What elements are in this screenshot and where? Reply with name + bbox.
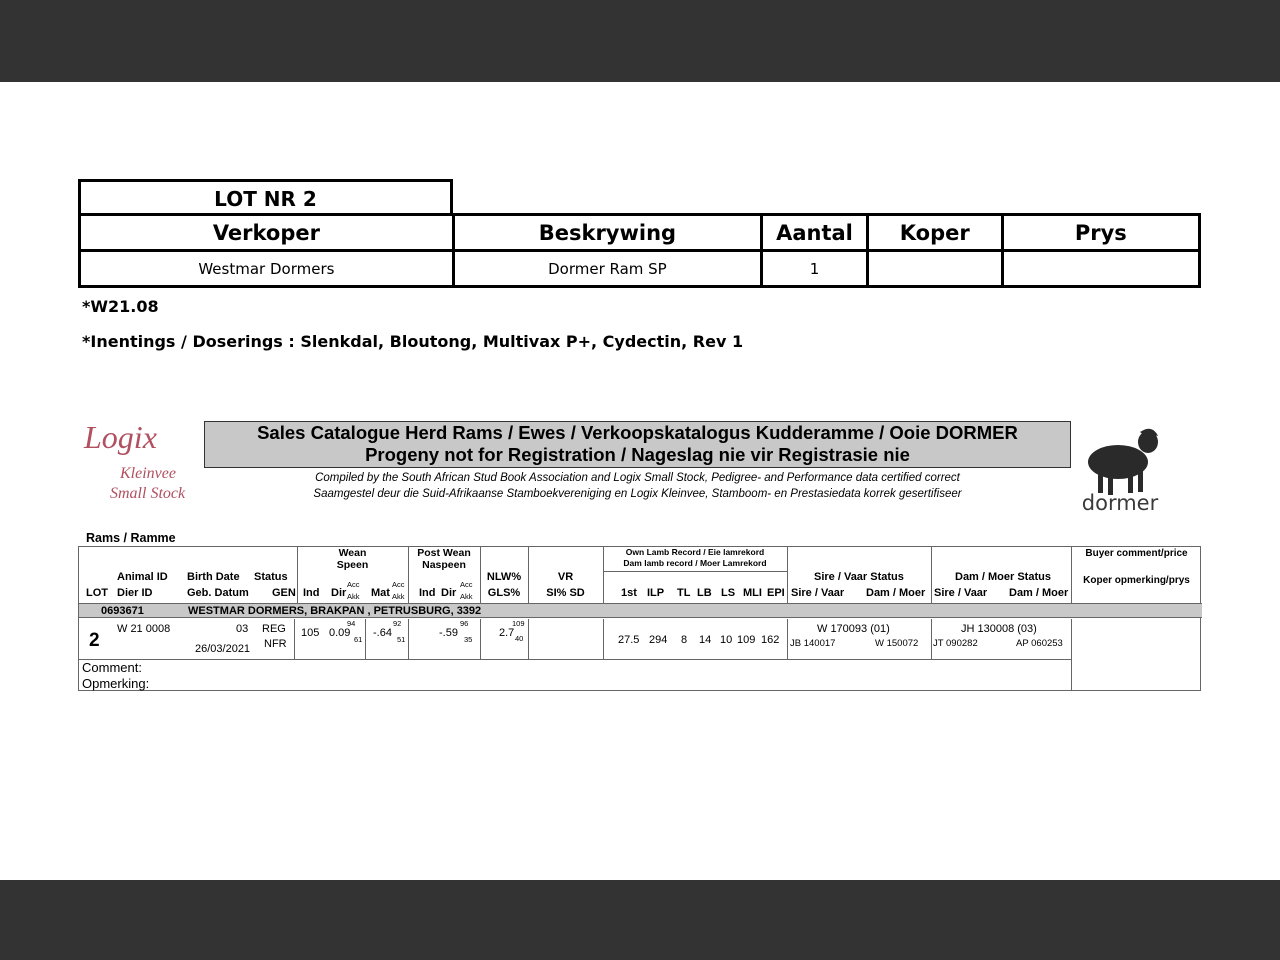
grid-divider <box>480 619 481 659</box>
logo-text-kleinvee: Kleinvee <box>120 465 176 482</box>
grid-divider <box>931 619 932 659</box>
header-buyer-comment: Buyer comment/price <box>1085 548 1188 559</box>
record-lamb-ilp: 294 <box>649 634 668 646</box>
cell-beskrywing: Dormer Ram SP <box>453 251 761 287</box>
header-nlw: NLW% <box>486 571 522 583</box>
header-wean: Wean Speen <box>336 547 369 571</box>
record-lamb-lb: 14 <box>699 634 712 646</box>
cell-koper <box>867 251 1002 287</box>
record-status-nfr: NFR <box>264 638 287 650</box>
grid-divider <box>1071 619 1072 691</box>
record-sire-dam: W 150072 <box>875 638 919 649</box>
record-pw-dir: -.59 <box>439 627 458 639</box>
record-gen: 03 <box>236 623 249 635</box>
header-pw-ind: Ind <box>419 587 436 599</box>
record-wean-mat: -.64 <box>373 627 392 639</box>
header-animal-id: Animal ID <box>117 571 168 583</box>
cell-prys <box>1002 251 1199 287</box>
grid-divider <box>787 547 788 603</box>
record-wean-mat-akk: 51 <box>397 635 406 644</box>
header-geb-datum: Geb. Datum <box>187 587 249 599</box>
header-wean-dir-acc: Acc <box>347 580 360 589</box>
catalogue-title-box <box>204 421 1071 468</box>
header-wean-mat: Mat <box>371 587 390 599</box>
header-dam-sire-vaar: Sire / Vaar <box>934 587 988 599</box>
record-animal-id: W 21 0008 <box>117 623 171 635</box>
header-own-lamb-record: Own Lamb Record / Eie lamrekord Dam lamb record / Moer Lamrekord <box>623 547 767 568</box>
ram-icon <box>1088 429 1158 495</box>
grid-divider <box>365 619 366 659</box>
header-wean-dir-akk: Akk <box>347 592 360 601</box>
record-sire: W 170093 (01) <box>817 623 890 635</box>
logix-logo <box>80 410 190 510</box>
header-birth-date: Birth Date <box>187 571 240 583</box>
comment-label: Comment: <box>82 660 142 675</box>
header-verkoper: Verkoper <box>80 215 454 251</box>
record-dam: JH 130008 (03) <box>961 623 1037 635</box>
record-wean-dir-acc: 94 <box>347 619 356 628</box>
header-wean-mat-acc: Acc <box>392 580 405 589</box>
header-sire-status: Sire / Vaar Status <box>814 571 904 583</box>
header-dam-moer: Dam / Moer <box>866 587 926 599</box>
header-mli: MLI <box>743 587 762 599</box>
grid-divider <box>603 619 604 659</box>
grid-divider <box>603 571 787 572</box>
logo-text-logix: Logix <box>84 419 157 455</box>
header-dier-id: Dier ID <box>117 587 153 599</box>
lot-header-row <box>80 215 1200 251</box>
record-lamb-ls: 10 <box>720 634 733 646</box>
record-birth-date: 26/03/2021 <box>195 643 251 655</box>
compiled-afrikaans: Saamgestel deur die Suid-Afrikaanse Stamboekvereniging en Logix Kleinvee, Stamboom- en Prestasiedata korrek gesertifiseer <box>313 488 962 500</box>
header-pw-dir: Dir <box>441 587 457 599</box>
cell-aantal: 1 <box>762 251 868 287</box>
record-lamb-epi: 162 <box>761 634 780 646</box>
record-lamb-tl: 8 <box>681 634 688 646</box>
dormer-wordmark: dormer <box>1081 491 1159 515</box>
header-sire-vaar: Sire / Vaar <box>791 587 845 599</box>
header-koper-opmerking: Koper opmerking/prys <box>1083 575 1190 586</box>
header-tl: TL <box>677 587 691 599</box>
catalogue-title-line1: Sales Catalogue Herd Rams / Ewes / Verkoopskatalogus Kudderamme / Ooie DORMER <box>257 422 1018 443</box>
record-nlw-acc: 109 <box>512 619 525 628</box>
header-dam-status: Dam / Moer Status <box>955 571 1051 583</box>
header-pw-dir-akk: Akk <box>460 592 473 601</box>
header-1st: 1st <box>621 587 637 599</box>
record-wean-dir-akk: 61 <box>354 635 363 644</box>
record-lot: 2 <box>89 630 100 651</box>
grid-divider <box>294 619 295 659</box>
header-epi: EPI <box>767 587 785 599</box>
header-postwean: Post Wean Naspeen <box>417 547 471 571</box>
section-label-rams: Rams / Ramme <box>86 531 176 545</box>
header-koper: Koper <box>867 215 1002 251</box>
header-gls: GLS% <box>487 587 521 599</box>
grid-divider <box>79 659 1071 660</box>
rams-grid <box>78 546 1201 691</box>
catalogue-title-line2: Progeny not for Registration / Nageslag nie vir Registrasie nie <box>365 444 910 465</box>
header-lot: LOT <box>86 587 108 599</box>
header-status: Status <box>254 571 288 583</box>
grid-divider <box>787 619 788 659</box>
header-beskrywing: Beskrywing <box>453 215 761 251</box>
record-status-reg: REG <box>262 623 286 635</box>
dormer-ram-logo <box>1070 418 1170 518</box>
bottom-letterbox <box>0 880 1280 960</box>
header-dam-dam-moer: Dam / Moer <box>1009 587 1069 599</box>
record-dam-sire: JT 090282 <box>933 638 978 649</box>
record-pw-dir-akk: 35 <box>464 635 473 644</box>
grid-divider <box>931 547 932 603</box>
record-nlw-akk: 40 <box>515 634 524 643</box>
header-prys: Prys <box>1002 215 1199 251</box>
header-gen: GEN <box>272 587 296 599</box>
record-nlw: 2.7 <box>499 627 515 639</box>
record-wean-ind: 105 <box>301 627 320 639</box>
lot-note-vaccinations: *Inentings / Doserings : Slenkdal, Bloutong, Multivax P+, Cydectin, Rev 1 <box>82 332 744 351</box>
header-wean-mat-akk: Akk <box>392 592 405 601</box>
header-ilp: ILP <box>647 587 665 599</box>
record-wean-dir: 0.09 <box>329 627 351 639</box>
lot-note-code: *W21.08 <box>82 297 159 316</box>
breeder-bar <box>79 603 1202 618</box>
record-lamb-mli: 109 <box>737 634 756 646</box>
cell-verkoper: Westmar Dormers <box>80 251 454 287</box>
record-dam-dam: AP 060253 <box>1016 638 1063 649</box>
header-si-sd: SI% SD <box>546 587 585 599</box>
header-wean-ind: Ind <box>303 587 320 599</box>
record-pw-dir-acc: 96 <box>460 619 469 628</box>
header-vr: VR <box>557 571 574 583</box>
lot-title: LOT NR 2 <box>78 179 453 215</box>
record-wean-mat-acc: 92 <box>393 619 402 628</box>
header-ls: LS <box>721 587 736 599</box>
top-letterbox <box>0 0 1280 82</box>
opmerking-label: Opmerking: <box>82 676 150 691</box>
lot-table <box>78 213 1201 288</box>
record-lamb-1st: 27.5 <box>618 634 640 646</box>
breeder-name: WESTMAR DORMERS, BRAKPAN , PETRUSBURG, 3392 <box>188 605 482 617</box>
record-sire-sire: JB 140017 <box>790 638 836 649</box>
header-wean-dir: Dir <box>331 587 347 599</box>
header-pw-dir-acc: Acc <box>460 580 473 589</box>
header-aantal: Aantal <box>762 215 868 251</box>
header-lb: LB <box>697 587 712 599</box>
compiled-english: Compiled by the South African Stud Book Association and Logix Small Stock, Pedigree- and Performance data certified correct <box>315 472 960 484</box>
grid-divider <box>408 619 409 659</box>
logo-text-smallstock: Small Stock <box>110 485 186 502</box>
breeder-code: 0693671 <box>101 605 144 617</box>
lot-data-row <box>80 251 1200 287</box>
grid-divider <box>528 619 529 659</box>
